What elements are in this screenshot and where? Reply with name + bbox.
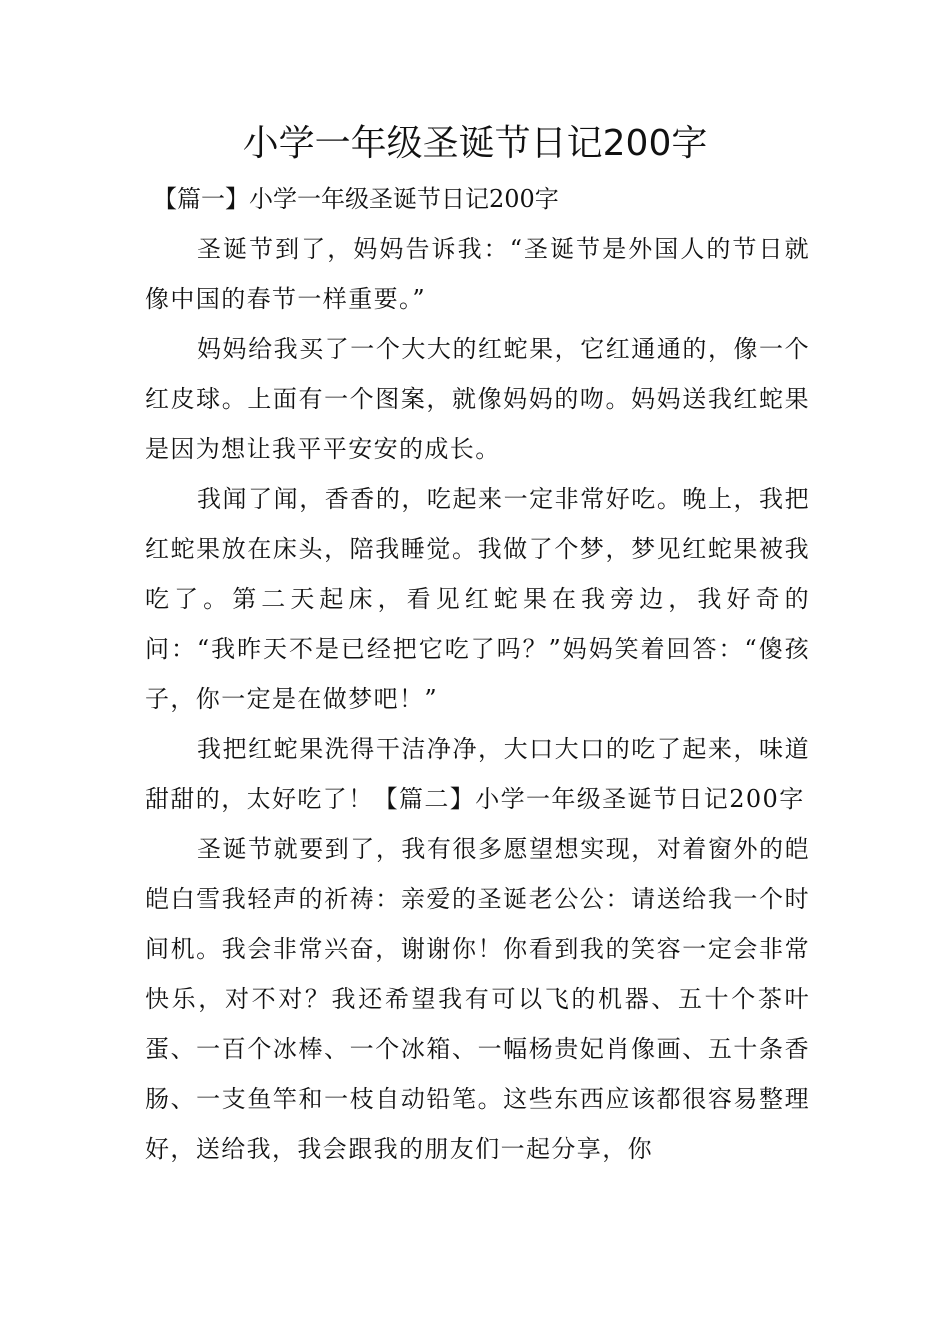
paragraph-2: 妈妈给我买了一个大大的红蛇果，它红通通的，像一个红皮球。上面有一个图案，就像妈妈的吻。妈妈送我红蛇果是因为想让我平平安安的成长。 <box>145 335 810 463</box>
document-body <box>145 174 810 1174</box>
paragraph-1: 圣诞节到了，妈妈告诉我：“圣诞节是外国人的节日就像中国的春节一样重要。” <box>145 235 810 313</box>
document-title: 小学一年级圣诞节日记200字 <box>242 123 708 164</box>
paragraph-3: 我闻了闻，香香的，吃起来一定非常好吃。晚上，我把红蛇果放在床头，陪我睡觉。我做了个梦，梦见红蛇果被我吃了。第二天起床，看见红蛇果在我旁边，我好奇的问：“我昨天不是已经把它吃了吗？”妈妈笑着回答：“傻孩子，你一定是在做梦吧！” <box>145 485 810 713</box>
paragraph-4: 我把红蛇果洗得干洁净净，大口大口的吃了起来，味道甜甜的，太好吃了！【篇二】小学一年级圣诞节日记200字 <box>145 735 810 813</box>
section-heading-1: 【篇一】小学一年级圣诞节日记200字 <box>153 185 559 213</box>
paragraph-5: 圣诞节就要到了，我有很多愿望想实现，对着窗外的皑皑白雪我轻声的祈祷：亲爱的圣诞老公公：请送给我一个时间机。我会非常兴奋，谢谢你！你看到我的笑容一定会非常快乐，对不对？我还希望我有可以飞的机器、五十个茶叶蛋、一百个冰棒、一个冰箱、一幅杨贵妃肖像画、五十条香肠、一支鱼竿和一枝自动铅笔。这些东西应该都很容易整理好，送给我，我会跟我的朋友们一起分享，你 <box>145 835 810 1163</box>
